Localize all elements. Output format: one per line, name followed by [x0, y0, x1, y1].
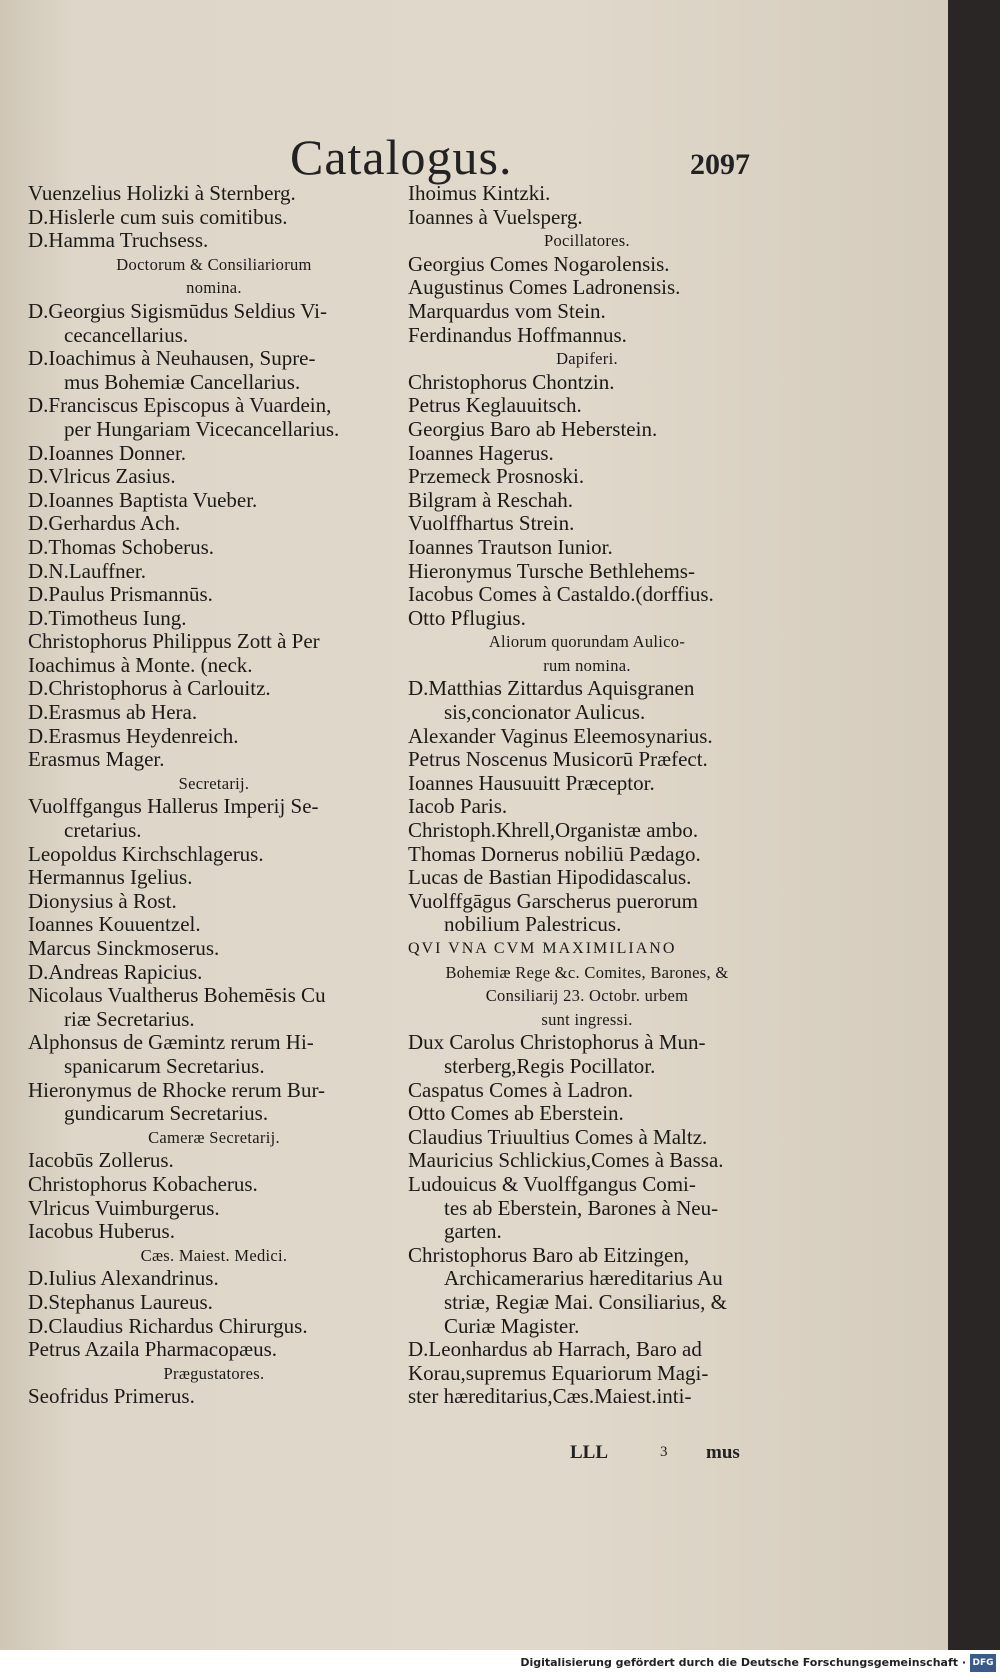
- name-entry: Otto Pflugius.: [408, 605, 526, 630]
- name-entry: D.Erasmus Heydenreich.: [28, 723, 239, 748]
- name-entry: Vuolffgāgus Garscherus puerorum: [408, 888, 698, 913]
- name-entry: cretarius.: [64, 818, 142, 843]
- name-entry: Ioannes à Vuelsperg.: [408, 204, 583, 229]
- name-entry: D.Andreas Rapicius.: [28, 959, 203, 984]
- name-entry: Christophorus Kobacherus.: [28, 1171, 258, 1196]
- name-entry: Korau,supremus Equariorum Magi-: [408, 1360, 709, 1385]
- name-entry: riæ Secretarius.: [64, 1006, 195, 1031]
- section-heading: nomina.: [186, 278, 242, 298]
- name-entry: Hieronymus de Rhocke rerum Bur-: [28, 1077, 326, 1102]
- name-entry: Curiæ Magister.: [444, 1313, 580, 1338]
- name-entry: Georgius Baro ab Heberstein.: [408, 416, 658, 441]
- name-entry: Mauricius Schlickius,Comes à Bassa.: [408, 1148, 724, 1173]
- name-entry: Ludouicus & Vuolffgangus Comi-: [408, 1171, 696, 1196]
- name-entry: spanicarum Secretarius.: [64, 1053, 265, 1078]
- name-entry: Vuenzelius Holizki à Sternberg.: [28, 181, 296, 205]
- name-entry: gundicarum Secretarius.: [64, 1101, 269, 1126]
- name-entry: D.Christophorus à Carlouitz.: [28, 676, 271, 701]
- name-entry: Iacob Paris.: [408, 794, 508, 819]
- name-entry: Ioannes Trautson Iunior.: [408, 534, 613, 559]
- name-entry: D.Claudius Richardus Chirurgus.: [28, 1313, 308, 1338]
- section-heading: Secretarij.: [178, 773, 250, 793]
- name-entry: Thomas Dornerus nobiliū Pædago.: [408, 841, 701, 866]
- name-entry: Petrus Noscenus Musicorū Præfect.: [408, 747, 708, 772]
- name-entry: D.Iulius Alexandrinus.: [28, 1266, 219, 1291]
- name-entry: Ioannes Hagerus.: [408, 440, 554, 465]
- name-entry: Marcus Sinckmoserus.: [28, 936, 220, 960]
- name-entry: Alphonsus de Gæmintz rerum Hi-: [28, 1030, 314, 1055]
- name-entry: Hermannus Igelius.: [28, 865, 193, 890]
- name-entry: per Hungariam Vicecancellarius.: [64, 416, 340, 441]
- name-entry: nobilium Palestricus.: [444, 912, 622, 937]
- section-heading: rum nomina.: [543, 655, 631, 675]
- section-heading: Cameræ Secretarij.: [148, 1127, 280, 1147]
- name-entry: D.Erasmus ab Hera.: [28, 700, 198, 725]
- name-entry: D.Ioannes Baptista Vueber.: [28, 487, 258, 512]
- signature-number: 3: [660, 1444, 668, 1460]
- name-entry: Ioannes Hausuuitt Præceptor.: [408, 770, 655, 795]
- name-entry: sterberg,Regis Pocillator.: [444, 1053, 656, 1078]
- name-entry: Alexander Vaginus Eleemosynarius.: [408, 723, 713, 748]
- name-entry: D.Georgius Sigismūdus Seldius Vi-: [28, 298, 327, 323]
- page-edge-shadow: [948, 0, 1000, 1650]
- section-heading: sunt ingressi.: [541, 1009, 633, 1029]
- name-entry: Ioannes Kouuentzel.: [28, 912, 201, 937]
- name-entry: Dux Carolus Christophorus à Mun-: [408, 1030, 706, 1055]
- name-entry: D.Matthias Zittardus Aquisgranen: [408, 676, 695, 701]
- name-entry: Erasmus Mager.: [28, 747, 165, 772]
- right-column: [408, 182, 766, 1409]
- dfg-logo: DFG: [970, 1654, 996, 1672]
- name-entry: ster hæreditarius,Cæs.Maiest.inti-: [408, 1384, 692, 1409]
- page-title: Catalogus.: [290, 129, 513, 185]
- name-entry: Iacobus Huberus.: [28, 1219, 175, 1244]
- name-entry: Marquardus vom Stein.: [408, 298, 606, 323]
- name-entry: Claudius Triuultius Comes à Maltz.: [408, 1124, 708, 1149]
- name-entry: Georgius Comes Nogarolensis.: [408, 251, 670, 276]
- name-entry: Leopoldus Kirchschlagerus.: [28, 841, 264, 866]
- name-entry: Christoph.Khrell,Organistæ ambo.: [408, 818, 699, 843]
- left-column: [28, 182, 400, 1409]
- name-entry: D.Ioachimus à Neuhausen, Supre-: [28, 346, 316, 371]
- name-entry: Christophorus Philippus Zott à Per: [28, 629, 320, 654]
- name-entry: Archicamerarius hæreditarius Au: [444, 1266, 723, 1291]
- name-entry: garten.: [444, 1219, 502, 1244]
- name-entry: Hieronymus Tursche Bethlehems-: [408, 558, 695, 583]
- name-entry: Vlricus Vuimburgerus.: [28, 1195, 220, 1220]
- name-entry: D.Timotheus Iung.: [28, 605, 187, 630]
- page-number: 2097: [690, 148, 750, 181]
- name-entry: tes ab Eberstein, Barones à Neu-: [444, 1195, 719, 1220]
- name-entry: D.Franciscus Episcopus à Vuardein,: [28, 393, 332, 418]
- name-entry: Ferdinandus Hoffmannus.: [408, 322, 627, 347]
- name-entry: Otto Comes ab Eberstein.: [408, 1101, 624, 1126]
- name-entry: D.Hislerle cum suis comitibus.: [28, 204, 288, 229]
- digitization-footer: [0, 1650, 1000, 1678]
- name-entry: striæ, Regiæ Mai. Consiliarius, &: [444, 1289, 727, 1314]
- name-entry: Petrus Keglauuitsch.: [408, 393, 582, 418]
- name-entry: Iacobus Comes à Castaldo.(dorffius.: [408, 582, 714, 607]
- section-heading: Aliorum quorundam Aulico-: [488, 632, 686, 652]
- name-entry: Vuolffgangus Hallerus Imperij Se-: [28, 794, 319, 819]
- name-entry: Christophorus Chontzin.: [408, 369, 615, 394]
- name-entry: Bilgram à Reschah.: [408, 487, 574, 512]
- name-entry: D.Hamma Truchsess.: [28, 228, 209, 253]
- name-entry: D.Stephanus Laureus.: [28, 1289, 213, 1314]
- name-entry: Caspatus Comes à Ladron.: [408, 1077, 634, 1102]
- name-entry: D.N.Lauffner.: [28, 558, 146, 583]
- name-entry: Petrus Azaila Pharmacopæus.: [28, 1337, 278, 1362]
- name-entry: cecancellarius.: [64, 322, 189, 347]
- digitization-notice: Digitalisierung gefördert durch die Deutsche Forschungsgemeinschaft ·: [520, 1656, 966, 1669]
- name-entry: Przemeck Prosnoski.: [408, 464, 585, 489]
- name-entry: Christophorus Baro ab Eitzingen,: [408, 1242, 690, 1267]
- name-entry: Vuolffhartus Strein.: [408, 511, 575, 536]
- name-entry: sis,concionator Aulicus.: [444, 700, 646, 725]
- name-entry: Ioachimus à Monte. (neck.: [28, 652, 253, 677]
- signature-mark: LLL: [570, 1442, 609, 1463]
- name-entry: D.Thomas Schoberus.: [28, 534, 215, 559]
- section-heading: Dapiferi.: [556, 349, 618, 369]
- name-entry: D.Ioannes Donner.: [28, 440, 187, 465]
- section-heading: Consiliarij 23. Octobr. urbem: [485, 986, 689, 1006]
- name-entry: mus Bohemiæ Cancellarius.: [64, 369, 301, 394]
- name-entry: Lucas de Bastian Hipodidascalus.: [408, 865, 692, 890]
- name-entry: Augustinus Comes Ladronensis.: [408, 275, 681, 300]
- name-entry: Iacobūs Zollerus.: [28, 1148, 174, 1173]
- section-heading: Prægustatores.: [163, 1363, 265, 1383]
- section-heading: Pocillatores.: [544, 231, 630, 251]
- name-entry: D.Paulus Prismannūs.: [28, 582, 213, 607]
- name-entry: D.Gerhardus Ach.: [28, 511, 181, 536]
- name-entry: Seofridus Primerus.: [28, 1384, 195, 1409]
- name-entry: D.Vlricus Zasius.: [28, 464, 176, 489]
- section-heading: QVI VNA CVM MAXIMILIANO: [408, 940, 677, 957]
- name-entry: Ihoimus Kintzki.: [408, 181, 551, 205]
- section-heading: Bohemiæ Rege &c. Comites, Barones, &: [445, 962, 729, 982]
- name-entry: D.Leonhardus ab Harrach, Baro ad: [408, 1337, 702, 1362]
- section-heading: Doctorum & Consiliariorum: [116, 254, 312, 274]
- name-entry: Dionysius à Rost.: [28, 888, 177, 913]
- section-heading: Cæs. Maiest. Medici.: [140, 1245, 288, 1265]
- catchword: mus: [706, 1442, 740, 1463]
- name-entry: Nicolaus Vualtherus Bohemēsis Cu: [28, 983, 326, 1008]
